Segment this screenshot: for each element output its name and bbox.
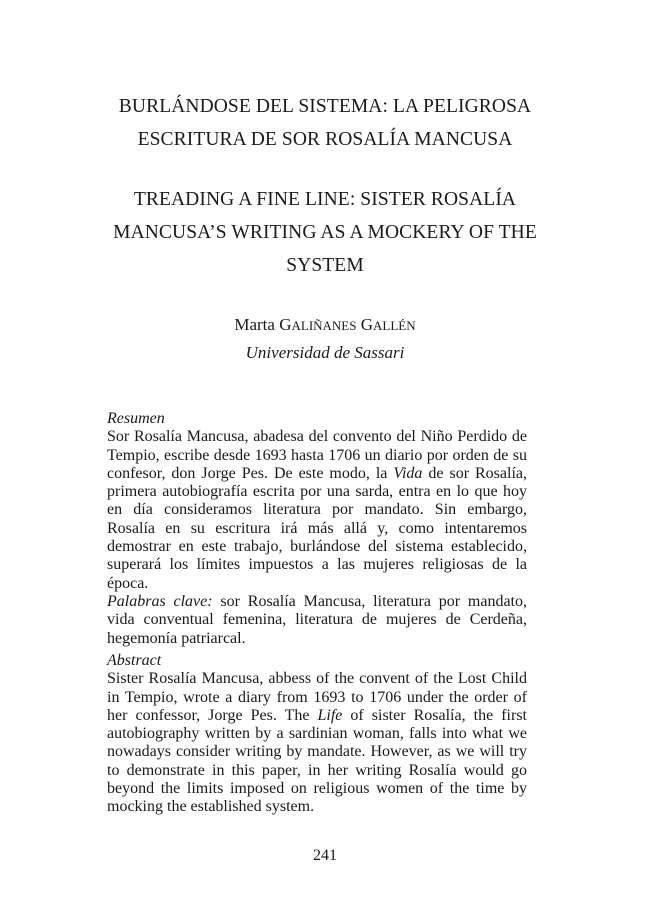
resumen-body — [107, 428, 527, 593]
title-spanish-line-1: BURLÁNDOSE DEL SISTEMA: LA PELIGROSA — [118, 96, 532, 117]
title-english-line-3: SYSTEM — [286, 255, 364, 276]
author-affiliation: Universidad de Sassari — [245, 343, 405, 362]
abstract-italic-word: Life — [317, 706, 343, 724]
author-surname-2-rest: ALLÉN — [373, 318, 416, 333]
page-number: 241 — [313, 847, 337, 864]
keywords-label: Palabras clave: — [107, 592, 213, 610]
abstract-body — [107, 670, 527, 816]
title-english-line-1: TREADING A FINE LINE: SISTER ROSALÍA — [133, 189, 517, 210]
resumen-heading: Resumen — [107, 410, 165, 427]
title-english — [0, 183, 650, 282]
resumen-italic-word: Vida — [393, 464, 423, 482]
resumen-text-part-2: de sor Rosalía, primera autobiografía escrita por una sarda, entra en lo que hoy en día consideramos literatura por mandato. Sin embargo, Rosalía en su escritura irá más allá y, como intentaremos demostrar en este trabajo, burlándose del sistema establecido, superará los límites impuestos a las mujeres religiosas de la época. — [107, 464, 528, 592]
abstract-text-part-1: Sister Rosalía Mancusa, abbess of the convent of the Lost Child in Tempio, wrote a diary from 1693 to 1706 under the order of her confessor, Jorge Pes. The — [107, 670, 527, 724]
author-surname-1-initial: G — [279, 315, 292, 334]
title-english-line-2: MANCUSA’S WRITING AS A MOCKERY OF THE — [113, 222, 537, 243]
abstract-section — [107, 652, 527, 817]
author-surname-2-initial: G — [360, 315, 374, 334]
author-name — [0, 313, 650, 338]
title-spanish — [0, 90, 650, 156]
keywords-paragraph — [107, 593, 527, 648]
abstract-text-part-2: of sister Rosalía, the first autobiography written by a sardinian woman, falls into what we nowadays consider writing by mandate. However, as we will try to demonstrate in this paper, in her writing Rosalía would go beyond the limits imposed on religious women of the time by mocking the established system. — [107, 706, 527, 816]
keywords-text: sor Rosalía Mancusa, literatura por mandato, vida conventual femenina, literatura de mujeres de Cerdeña, hegemonía patriarcal. — [107, 592, 528, 647]
resumen-section — [107, 410, 527, 648]
title-spanish-line-2: ESCRITURA DE SOR ROSALÍA MANCUSA — [137, 129, 513, 150]
author-surname-1-rest: ALIÑANES — [291, 318, 357, 333]
author-first-name: Marta — [234, 315, 275, 334]
resumen-text-part-1: Sor Rosalía Mancusa, abadesa del convento del Niño Perdido de Tempio, escribe desde 1693 hasta 1706 un diario por orden de su confesor, don Jorge Pes. De este modo, la — [107, 428, 527, 482]
abstract-heading: Abstract — [107, 652, 162, 669]
